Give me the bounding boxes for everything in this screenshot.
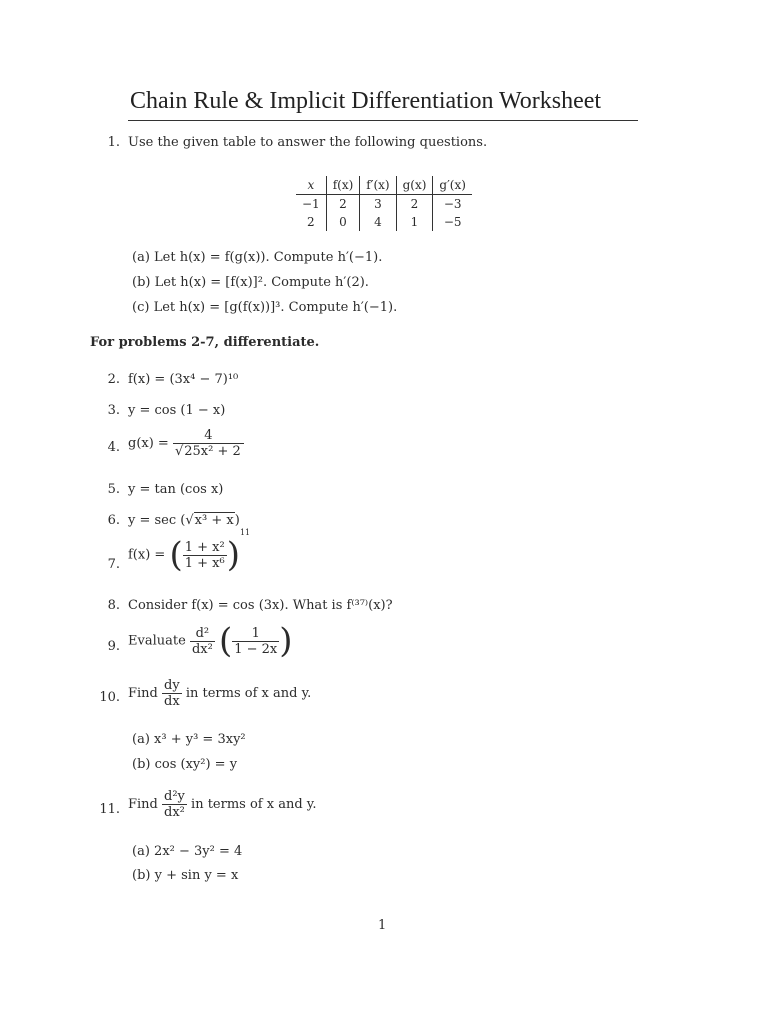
problem-1-part-b [132, 275, 369, 290]
problem-9-fraction [232, 626, 279, 657]
problem-2-number: 2. [107, 372, 120, 387]
part-label: (a) [132, 250, 150, 265]
problem-2-expression: f(x) = (3x⁴ − 7)¹⁰ [128, 372, 239, 387]
title-underline [128, 120, 638, 121]
problem-6-lhs: y = sec [128, 513, 177, 528]
part-text: cos (xy²) = y [154, 757, 238, 772]
left-paren: ( [169, 535, 183, 575]
table-cell: 2 [396, 195, 433, 214]
exponent: 11 [239, 528, 251, 538]
problem-1-part-a [132, 250, 382, 265]
problem-4-lhs: g(x) = [128, 436, 169, 451]
operator-denominator: dx² [191, 641, 213, 657]
problem-4-expression [128, 428, 244, 459]
table-header-row [296, 176, 472, 195]
problem-8-text: Consider f(x) = cos (3x). What is f⁽³⁷⁾(x)? [128, 598, 393, 613]
part-label: (a) [132, 844, 150, 859]
problem-7-fraction [183, 540, 227, 571]
operator-numerator: d² [195, 625, 210, 641]
problem-3-expression: y = cos (1 − x) [128, 403, 226, 418]
part-label: (a) [132, 732, 150, 747]
section-heading: For problems 2-7, differentiate. [90, 335, 320, 350]
problem-3-number: 3. [107, 403, 120, 418]
part-label: (c) [132, 300, 150, 315]
table-header-cell: g(x) [396, 176, 433, 195]
part-label: (b) [132, 757, 151, 772]
table-cell: 0 [326, 213, 360, 231]
table-cell: −1 [296, 195, 326, 214]
table-header-cell: g′(x) [433, 176, 472, 195]
radicand: x³ + x [194, 513, 234, 528]
part-text: 2x² − 3y² = 4 [154, 844, 243, 859]
table-cell: −5 [443, 215, 462, 229]
page-number: 1 [378, 918, 387, 933]
problem-1-text: Use the given table to answer the following questions. [128, 135, 488, 150]
problem-4-fraction [173, 428, 244, 459]
operator-denominator: dx² [162, 804, 187, 820]
problem-10-trail: in terms of x and y. [185, 686, 312, 701]
problem-6-expression: y = sec (√x³ + x) [128, 513, 240, 528]
problem-11-trail: in terms of x and y. [191, 797, 317, 812]
part-text: Let h(x) = f(g(x)). Compute h′(−1). [154, 250, 383, 265]
fraction-denominator: 1 − 2x [234, 641, 278, 657]
problem-7-number: 7. [107, 557, 120, 572]
right-paren: ) [279, 621, 293, 661]
problem-11-number: 11. [99, 802, 120, 817]
table-cell: 1 [396, 213, 433, 231]
table-cell: 4 [360, 213, 396, 231]
table-cell: 2 [296, 213, 326, 231]
problem-10-part-b [132, 757, 237, 772]
problem-9-lead: Evaluate [128, 633, 186, 649]
fraction-numerator: 1 + x² [184, 539, 225, 555]
problem-10-part-a [132, 732, 246, 747]
problem-4-number: 4. [107, 440, 120, 455]
radicand: 25x² + 2 [184, 444, 241, 459]
problem-9-number: 9. [107, 639, 120, 654]
part-text: Let h(x) = [f(x)]². Compute h′(2). [154, 275, 369, 290]
table-cell: 3 [360, 195, 396, 214]
problem-8-number: 8. [107, 598, 120, 613]
operator-denominator: dx [162, 693, 182, 709]
problem-5-number: 5. [107, 482, 120, 497]
operator-numerator: d²y [164, 789, 185, 804]
part-text: y + sin y = x [154, 868, 239, 883]
problem-10-text [128, 678, 311, 709]
derivative-operator [162, 678, 182, 709]
problem-1-part-c [132, 300, 397, 315]
problem-11-lead: Find [128, 797, 158, 812]
part-label: (b) [132, 868, 151, 883]
problem-10-lead: Find [128, 686, 158, 701]
derivative-operator [190, 626, 215, 657]
table-row [296, 195, 472, 214]
problem-7-lhs: f(x) = [128, 547, 166, 563]
table-header-cell: f′(x) [360, 176, 396, 195]
problem-9-expression [128, 621, 293, 661]
part-text: x³ + y³ = 3xy² [154, 732, 246, 747]
problem-5-expression: y = tan (cos x) [128, 482, 224, 497]
problem-7-expression [128, 528, 251, 575]
fraction-denominator: 1 + x⁶ [184, 555, 225, 571]
table-cell: 2 [326, 195, 360, 214]
part-label: (b) [132, 275, 151, 290]
table-header-cell: x [296, 176, 326, 195]
problem-11-part-a [132, 844, 242, 859]
problem-11-text [128, 789, 317, 820]
problem-10-number: 10. [99, 690, 120, 705]
values-table [296, 176, 472, 231]
problem-1-number: 1. [107, 135, 120, 150]
right-paren: ) [226, 535, 240, 575]
fraction-denominator: √25x² + 2 [173, 443, 244, 459]
table-header-cell: f(x) [326, 176, 360, 195]
table-row [296, 213, 472, 231]
left-paren: ( [218, 621, 233, 661]
page-title: Chain Rule & Implicit Differentiation Worksheet [130, 88, 602, 114]
problem-11-part-b [132, 868, 238, 883]
operator-numerator: dy [164, 678, 180, 693]
table-cell: −3 [443, 197, 462, 211]
derivative-operator [162, 789, 187, 820]
fraction-numerator: 4 [204, 428, 213, 443]
problem-6-number: 6. [107, 513, 120, 528]
fraction-numerator: 1 [251, 625, 260, 641]
part-text: Let h(x) = [g(f(x))]³. Compute h′(−1). [153, 300, 398, 315]
